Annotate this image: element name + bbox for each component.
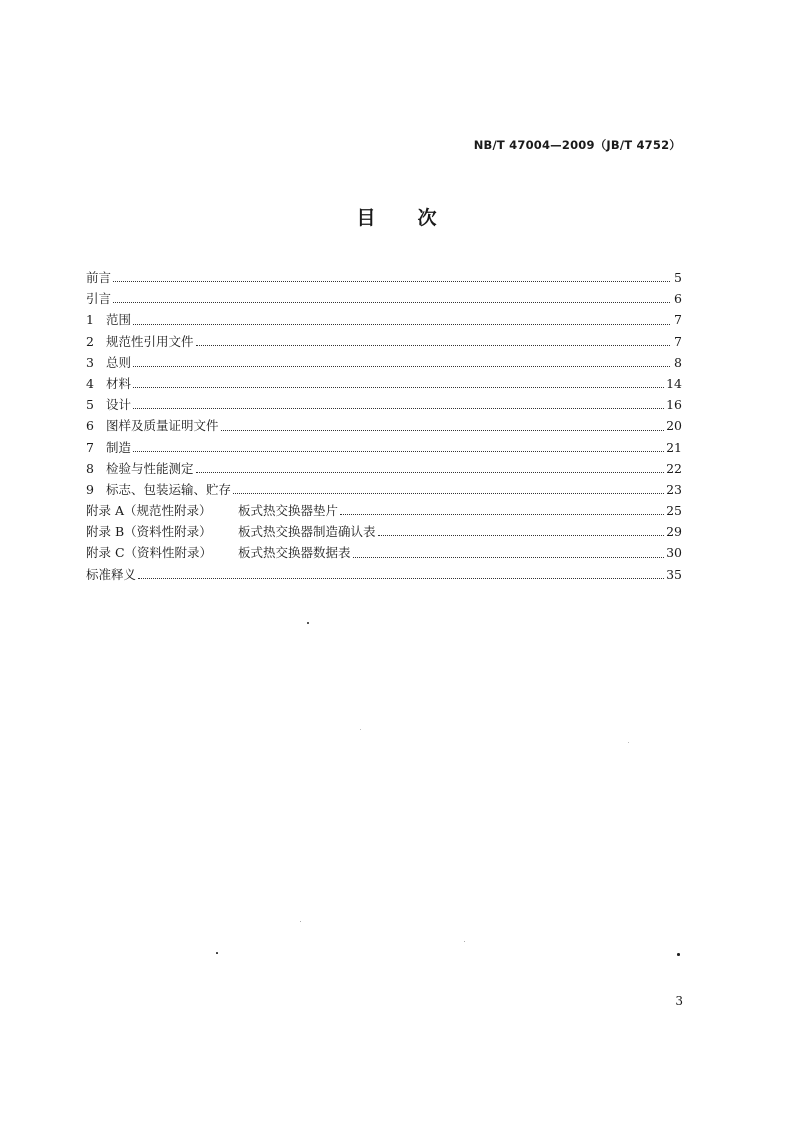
toc-item-label: 引言 xyxy=(86,291,112,307)
toc-item-label: 范围 xyxy=(106,312,132,328)
toc-item-label: 规范性引用文件 xyxy=(106,333,194,349)
toc-item-label: 总则 xyxy=(106,354,132,370)
toc-leader-dots xyxy=(113,281,670,282)
toc-leader-dots xyxy=(353,557,665,558)
toc-leader-dots xyxy=(378,535,665,536)
toc-appendix-b[interactable] xyxy=(86,522,682,543)
toc-item-1[interactable] xyxy=(86,310,682,331)
toc-item-page: 8 xyxy=(674,354,682,370)
toc-leader-dots xyxy=(133,366,670,367)
toc-item-label: 检验与性能测定 xyxy=(106,460,194,476)
scan-speck xyxy=(307,622,309,624)
standard-code: NB/T 47004—2009（JB/T 4752） xyxy=(473,138,681,152)
scan-speck xyxy=(360,729,361,730)
toc-item-2[interactable] xyxy=(86,332,682,353)
toc-item-number: 9 xyxy=(86,481,94,497)
toc-item-label: 图样及质量证明文件 xyxy=(106,418,219,434)
toc-appendix-label: 附录 B（资料性附录） xyxy=(86,524,212,540)
toc-leader-dots xyxy=(221,430,665,431)
toc-item-page: 14 xyxy=(666,375,682,391)
toc-item-page: 5 xyxy=(674,270,682,285)
toc-leader-dots xyxy=(196,345,670,346)
scan-speck xyxy=(300,921,301,922)
toc-item-page: 6 xyxy=(674,291,682,307)
toc-item-page: 35 xyxy=(666,566,682,582)
toc-item-number: 1 xyxy=(86,312,94,328)
toc-item-page: 16 xyxy=(666,397,682,413)
toc-item-7[interactable] xyxy=(86,438,682,459)
toc-item-number: 5 xyxy=(86,397,94,413)
toc-item-page: 7 xyxy=(674,312,682,328)
toc-item-page: 29 xyxy=(666,524,682,540)
toc-appendix-label: 附录 A（规范性附录） xyxy=(86,503,212,519)
toc-leader-dots xyxy=(133,387,664,388)
toc-item-label: 前言 xyxy=(86,270,112,285)
toc-item-number: 3 xyxy=(86,354,94,370)
toc-item-label: 材料 xyxy=(106,375,132,391)
toc-appendix-label: 附录 C（资料性附录） xyxy=(86,545,213,561)
toc-item-label: 设计 xyxy=(106,397,132,413)
toc-item-page: 21 xyxy=(666,439,682,455)
toc-appendix-title: 板式热交换器垫片 xyxy=(238,503,339,519)
page-title: 目次 xyxy=(356,207,479,229)
toc-item-label: 标志、包装运输、贮存 xyxy=(106,481,232,497)
toc-item-foreword[interactable] xyxy=(86,268,682,289)
toc-leader-dots xyxy=(138,578,664,579)
toc-item-page: 22 xyxy=(666,460,682,476)
scan-speck xyxy=(677,953,680,956)
toc-item-8[interactable] xyxy=(86,459,682,480)
toc-item-label: 标准释义 xyxy=(86,566,137,582)
toc-item-number: 6 xyxy=(86,418,94,434)
toc-item-number: 4 xyxy=(86,375,94,391)
toc-appendix-c[interactable] xyxy=(86,543,682,564)
toc-item-page: 23 xyxy=(666,481,682,497)
toc-leader-dots xyxy=(133,324,670,325)
toc-item-3[interactable] xyxy=(86,353,682,374)
page-number: 3 xyxy=(675,994,683,1008)
toc-item-page: 25 xyxy=(666,503,682,519)
toc-item-interpretation[interactable] xyxy=(86,565,682,586)
toc-leader-dots xyxy=(113,302,670,303)
toc-item-introduction[interactable] xyxy=(86,289,682,310)
toc-item-page: 7 xyxy=(674,333,682,349)
toc-item-9[interactable] xyxy=(86,480,682,501)
toc-leader-dots xyxy=(133,408,664,409)
toc-appendix-title: 板式热交换器制造确认表 xyxy=(238,524,376,540)
toc-appendix-title: 板式热交换器数据表 xyxy=(238,545,351,561)
toc-leader-dots xyxy=(233,493,664,494)
toc-item-6[interactable] xyxy=(86,416,682,437)
toc-item-number: 8 xyxy=(86,460,94,476)
toc-item-5[interactable] xyxy=(86,395,682,416)
toc-appendix-a[interactable] xyxy=(86,501,682,522)
toc-leader-dots xyxy=(133,451,664,452)
toc-leader-dots xyxy=(340,514,664,515)
toc-leader-dots xyxy=(196,472,665,473)
toc-item-page: 30 xyxy=(666,545,682,561)
scan-speck xyxy=(216,952,218,954)
table-of-contents xyxy=(86,268,682,586)
toc-item-label: 制造 xyxy=(106,439,132,455)
toc-item-number: 2 xyxy=(86,333,94,349)
toc-item-4[interactable] xyxy=(86,374,682,395)
scan-speck xyxy=(628,742,629,743)
toc-item-page: 20 xyxy=(666,418,682,434)
toc-item-number: 7 xyxy=(86,439,94,455)
scan-speck xyxy=(464,941,465,942)
